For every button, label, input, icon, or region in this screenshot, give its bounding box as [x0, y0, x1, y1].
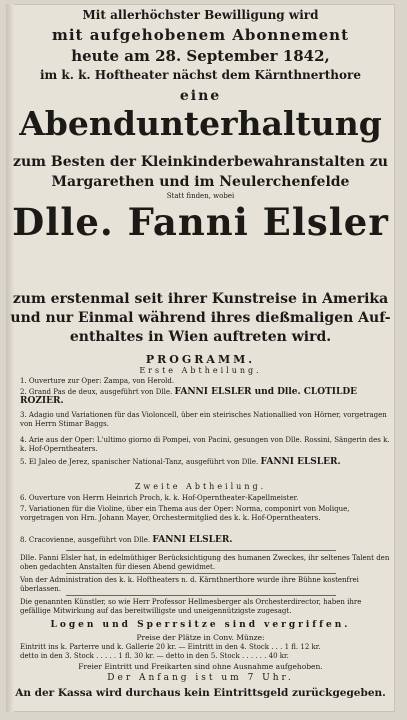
prices-heading: Preise der Plätze in Conv. Münze:	[136, 633, 265, 642]
divider-3	[66, 595, 336, 596]
program-item-7: 7. Variationen für die Violine, über ein Thema aus der Oper: Norma, componirt von Molique, vorgetragen von Hrn. Johann Mayer, Orchestermitglied des k. k. Hof-Operntheaters.	[20, 505, 350, 522]
programm-heading: PROGRAMM.	[145, 353, 256, 366]
administration-paragraph: Von der Administration des k. k. Hoftheaters n. d. Kärnthnerthore wurde ihre Bühne kostenfrei überlassen.	[20, 576, 359, 593]
once-line: und nur Einmal während ihres dießmaligen Auf-	[10, 310, 391, 326]
box-office-line: An der Kassa wird durchaus kein Eintrittsgeld zurückgegeben.	[15, 687, 386, 699]
america-line: zum erstenmal seit ihrer Kunstreise in Amerika	[12, 291, 389, 307]
program-item-4: 4. Arie aus der Oper: L'ultimo giorno di Pompei, von Pacini, gesungen von Dlle. Rossini, Sängerin des k. k. Hof-Operntheaters.	[20, 436, 390, 453]
program-item-1: 1. Ouverture zur Oper: Zampa, von Herold.	[20, 377, 175, 385]
program-item-2: 2. Grand Pas de deux, ausgeführt von Dlle. FANNI ELSLER und Dlle. CLOTILDE ROZIER.	[20, 387, 357, 406]
closed-boxes-line: Logen und Sperrsitze sind vergriffen.	[50, 620, 351, 630]
vienna-line: enthaltes in Wien auftreten wird.	[69, 329, 332, 345]
event-title: Abendunterhaltung	[19, 104, 382, 143]
free-entry-line: Freier Eintritt und Freikarten sind ohne Ausnahme aufgehoben.	[78, 662, 323, 671]
artists-paragraph: Die genannten Künstler, so wie Herr Professor Hellmesberger als Orchesterdirector, haben ihre gefällige Mitwirkung auf das bereitwilligste und uneigennützigste zugesagt.	[20, 598, 362, 615]
benefit-line-1: zum Besten der Kleinkinderbewahranstalten zu	[13, 154, 388, 170]
erste-abtheilung: Erste Abtheilung.	[139, 366, 262, 375]
program-item-6: 6. Ouverture von Herrn Heinrich Proch, k. k. Hof-Operntheater-Kapellmeister.	[20, 494, 299, 502]
venue-line: im k. k. Hoftheater nächst dem Kärnthnerthore	[40, 68, 361, 82]
price-row-2: detto in den 3. Stock . . . . . 1 fl. 30 kr. — detto in den 5. Stock . . . . . . 40 kr.	[20, 652, 289, 660]
note-paragraph: Dlle. Fanni Elsler hat, in edelmüthiger Berücksichtigung des humanen Zweckes, ihr seltenes Talent den oben gedachten Anstalten für diesen Abend gewidmet.	[20, 554, 390, 571]
date-line: heute am 28. September 1842,	[71, 47, 330, 65]
statt-finden-line: Statt finden, wobei	[166, 192, 235, 200]
permission-line: Mit allerhöchster Bewilligung wird	[82, 8, 319, 22]
divider-1	[66, 550, 336, 551]
start-time-line: Der Anfang ist um 7 Uhr.	[107, 673, 294, 683]
eine-line: eine	[179, 88, 222, 104]
subscription-line: mit aufgehobenem Abonnement	[51, 26, 350, 44]
price-row-1: Eintritt ins k. Parterre und k. Gallerie 20 kr. — Eintritt in den 4. Stock . . . 1 fl. 12 kr.	[20, 643, 321, 651]
playbill-sheet	[6, 4, 395, 712]
program-item-5: 5. El Jaleo de Jerez, spanischer National-Tanz, ausgeführt von Dlle. FANNI ELSLER.	[20, 457, 341, 467]
benefit-line-2: Margarethen und im Neulerchenfelde	[51, 174, 350, 190]
performer-name: Dlle. Fanni Elsler	[12, 200, 389, 244]
program-item-8: 8. Cracovienne, ausgeführt von Dlle. FANNI ELSLER.	[20, 535, 233, 545]
zweite-abtheilung: Zweite Abtheilung.	[134, 482, 267, 491]
divider-2	[66, 573, 336, 574]
program-item-3: 3. Adagio und Variationen für das Violoncell, über ein steirisches Nationallied von Hörner, vorgetragen von Herrn Stimar Baggs.	[20, 411, 387, 428]
